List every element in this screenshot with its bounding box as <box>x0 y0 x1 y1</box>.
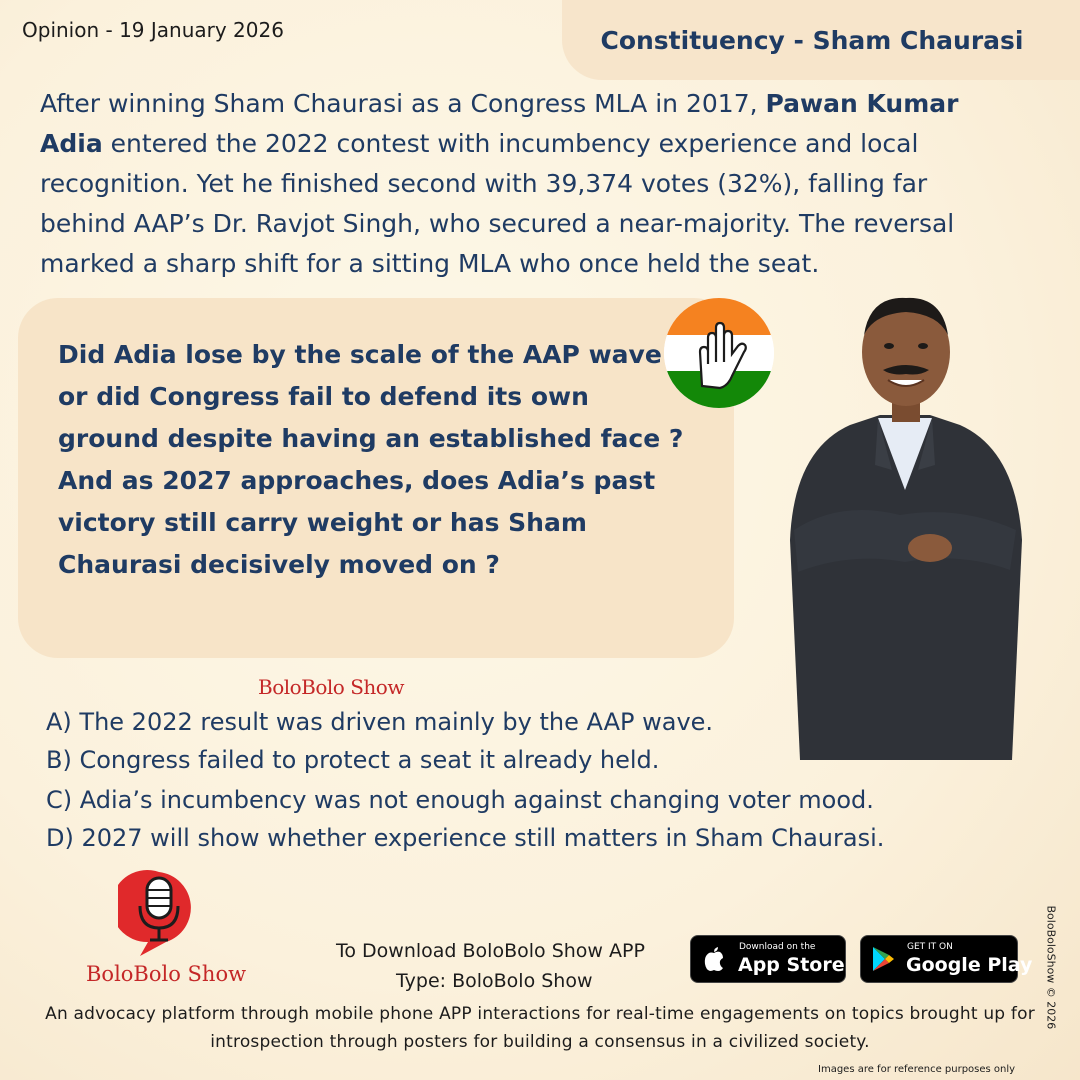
date-label: Opinion - 19 January 2026 <box>22 18 284 42</box>
option-c: C) Adia’s incumbency was not enough against changing voter mood. <box>46 786 874 814</box>
option-a: A) The 2022 result was driven mainly by the AAP wave. <box>46 708 714 736</box>
question-line-1: Did Adia lose by the scale of the AAP wave or did Congress fail to defend its own ground despite having an established face ? <box>58 340 684 453</box>
microphone-icon <box>118 868 200 958</box>
download-type-hint: Type: BoloBolo Show <box>396 970 593 992</box>
question-line-2: And as 2027 approaches, does Adia’s past victory still carry weight or has Sham Chaurasi decisively moved on ? <box>58 466 656 579</box>
question-text <box>58 334 698 586</box>
option-b: B) Congress failed to protect a seat it already held. <box>46 746 660 774</box>
google-play-label: Google Play <box>906 954 1033 976</box>
copyright-text: BoloBoloShow © 2026 <box>1044 905 1058 1030</box>
apple-icon <box>703 946 725 972</box>
congress-hand-icon <box>664 298 774 408</box>
app-store-button[interactable] <box>690 935 846 983</box>
google-play-button[interactable] <box>860 935 1033 983</box>
intro-text-1: After winning Sham Chaurasi as a Congress MLA in 2017, <box>40 89 766 118</box>
google-play-small-label: GET IT ON <box>907 942 953 952</box>
intro-paragraph <box>40 84 1000 284</box>
brand-watermark: BoloBolo Show <box>258 675 404 699</box>
option-d: D) 2027 will show whether experience still matters in Sham Chaurasi. <box>46 824 885 852</box>
footer-description: An advocacy platform through mobile phone APP interactions for real-time engagements on topics brought up for introspection through posters for building a consensus in a civilized society. <box>45 1004 1035 1052</box>
app-store-small-label: Download on the <box>739 942 816 952</box>
constituency-title: Constituency - Sham Chaurasi <box>600 26 1024 55</box>
intro-text-2: entered the 2022 contest with incumbency experience and local recognition. Yet he finished second with 39,374 votes (32%), falling far behind AAP’s Dr. Ravjot Singh, who secured a near-majority. The reversal marked a sharp shift for a sitting MLA who once held the seat. <box>40 129 955 278</box>
candidate-portrait <box>780 290 1030 780</box>
download-instruction: To Download BoloBolo Show APP <box>336 940 645 962</box>
app-store-label: App Store <box>738 954 845 976</box>
brand-logo-text: BoloBolo Show <box>86 962 247 986</box>
google-play-icon <box>871 946 895 972</box>
image-disclaimer: Images are for reference purposes only <box>818 1064 1016 1075</box>
candidate-name: Pawan Kumar Adia <box>40 89 959 158</box>
copyright-vertical <box>1036 905 1060 1060</box>
